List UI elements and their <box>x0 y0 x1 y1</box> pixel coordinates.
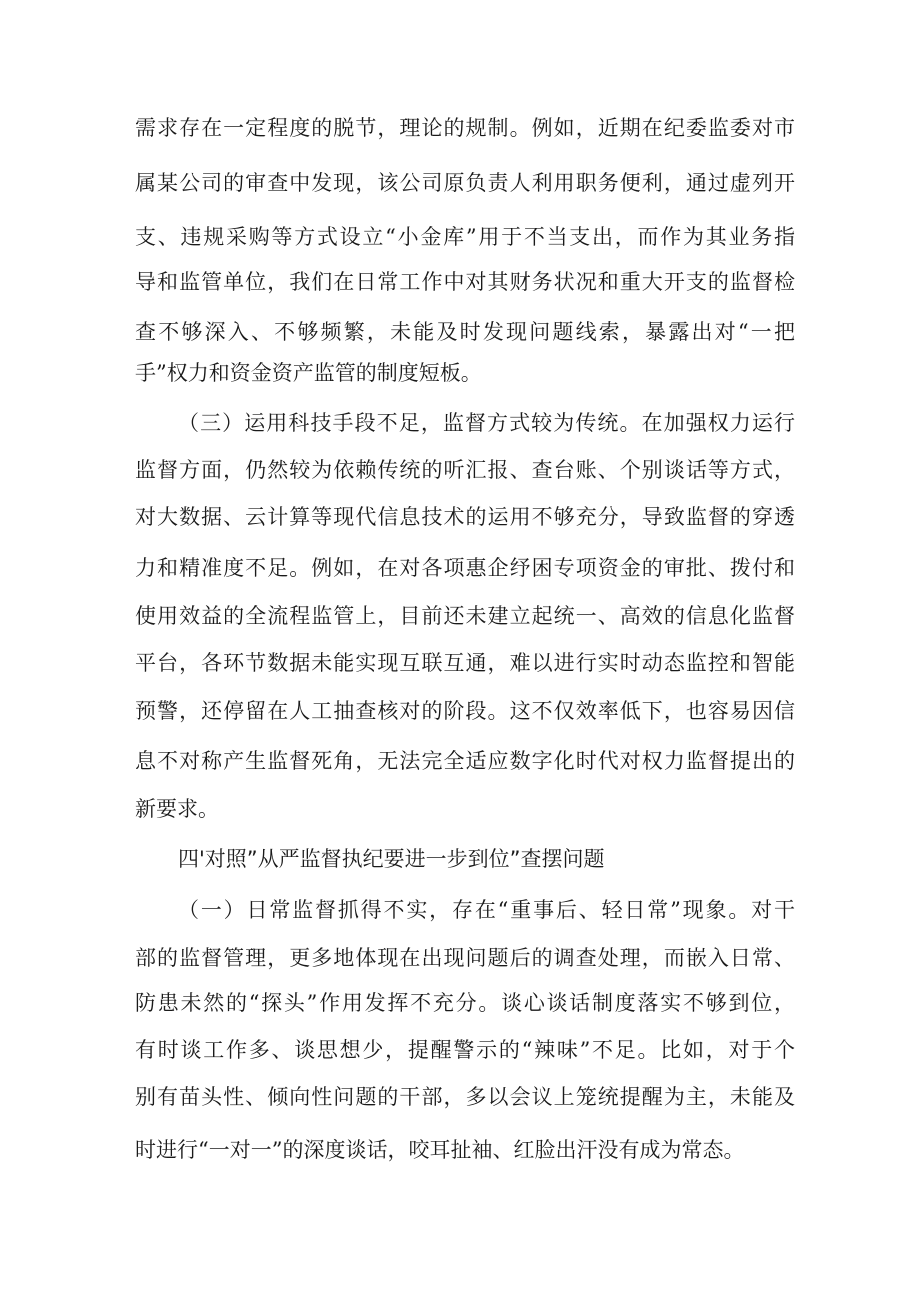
paragraph-line: （三）运用科技手段不足，监督方式较为传统。在加强权力运行 <box>178 411 795 435</box>
paragraph-line: 防患未然的“探头”作用发挥不充分。谈心谈话制度落实不够到位， <box>135 991 795 1015</box>
paragraph-line: 查不够深入、不够频繁，未能及时发现问题线索，暴露出对“一把 <box>135 320 795 344</box>
paragraph-line: 有时谈工作多、谈思想少，提醒警示的“辣味”不足。比如，对于个 <box>135 1038 795 1062</box>
paragraph-line: 部的监督管理，更多地体现在出现问题后的调查处理，而嵌入日常、 <box>135 946 795 970</box>
paragraph-line: 力和精准度不足。例如，在对各项惠企纾困专项资金的审批、拨付和 <box>135 556 795 580</box>
paragraph-line: 需求存在一定程度的脱节，理论的规制。例如，近期在纪委监委对市 <box>135 116 795 140</box>
paragraph-line: 导和监管单位，我们在日常工作中对其财务状况和重大开支的监督检 <box>135 270 795 294</box>
paragraph-line: 支、违规采购等方式设立“小金库”用于不当支出，而作为其业务指 <box>135 225 795 249</box>
paragraph-line: 新要求。 <box>135 797 219 821</box>
paragraph-line: 平台，各环节数据未能实现互联互通，难以进行实时动态监控和智能 <box>135 651 795 675</box>
paragraph-line: 属某公司的审查中发现，该公司原负责人利用职务便利，通过虚列开 <box>135 171 795 195</box>
section-heading: 四'对照”从严监督执纪要进一步到位”查摆问题 <box>178 847 605 871</box>
paragraph-line: （一）日常监督抓得不实，存在“重事后、轻日常”现象。对干 <box>178 898 795 922</box>
paragraph-line: 时进行“一对一”的深度谈话，咬耳扯袖、红脸出汗没有成为常态。 <box>135 1138 745 1162</box>
paragraph-line: 手”权力和资金资产监管的制度短板。 <box>135 361 482 385</box>
paragraph-line: 预警，还停留在人工抽查核对的阶段。这不仅效率低下，也容易因信 <box>135 699 795 723</box>
paragraph-line: 息不对称产生监督死角，无法完全适应数字化时代对权力监督提出的 <box>135 749 795 773</box>
paragraph-line: 对大数据、云计算等现代信息技术的运用不够充分，导致监督的穿透 <box>135 505 795 529</box>
paragraph-line: 使用效益的全流程监管上，目前还未建立起统一、高效的信息化监督 <box>135 604 795 628</box>
paragraph-line: 监督方面，仍然较为依赖传统的听汇报、查台账、个别谈话等方式， <box>135 458 795 482</box>
paragraph-line: 别有苗头性、倾向性问题的干部，多以会议上笼统提醒为主，未能及 <box>135 1085 795 1109</box>
